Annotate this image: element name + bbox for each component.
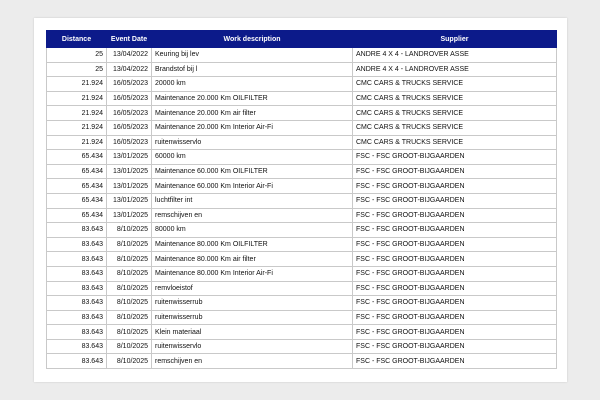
table-row bbox=[47, 310, 557, 325]
work-description-cell: Keuring bij lev bbox=[152, 48, 353, 63]
work-description-cell: ruitenwisservlo bbox=[152, 135, 353, 150]
distance-cell: 65.434 bbox=[47, 193, 107, 208]
event-date-cell: 13/01/2025 bbox=[107, 164, 152, 179]
work-description-cell: ruitenwisservlo bbox=[152, 339, 353, 354]
event-date-cell: 8/10/2025 bbox=[107, 281, 152, 296]
event-date-cell: 13/01/2025 bbox=[107, 150, 152, 165]
event-date-cell: 8/10/2025 bbox=[107, 223, 152, 238]
event-date-cell: 16/05/2023 bbox=[107, 120, 152, 135]
event-date-cell: 8/10/2025 bbox=[107, 296, 152, 311]
table-row bbox=[47, 48, 557, 63]
event-date-cell: 8/10/2025 bbox=[107, 266, 152, 281]
supplier-cell: FSC - FSC GROOT-BIJGAARDEN bbox=[353, 193, 557, 208]
table-row bbox=[47, 223, 557, 238]
work-description-cell: Maintenance 80.000 Km OILFILTER bbox=[152, 237, 353, 252]
header-supplier: Supplier bbox=[353, 31, 557, 48]
distance-cell: 21.924 bbox=[47, 120, 107, 135]
event-date-cell: 8/10/2025 bbox=[107, 237, 152, 252]
supplier-cell: FSC - FSC GROOT-BIJGAARDEN bbox=[353, 150, 557, 165]
distance-cell: 83.643 bbox=[47, 281, 107, 296]
distance-cell: 83.643 bbox=[47, 252, 107, 267]
distance-cell: 83.643 bbox=[47, 325, 107, 340]
work-description-cell: Maintenance 80.000 Km air filter bbox=[152, 252, 353, 267]
distance-cell: 83.643 bbox=[47, 266, 107, 281]
work-description-cell: Maintenance 20.000 Km OILFILTER bbox=[152, 91, 353, 106]
distance-cell: 25 bbox=[47, 48, 107, 63]
distance-cell: 83.643 bbox=[47, 296, 107, 311]
distance-cell: 65.434 bbox=[47, 150, 107, 165]
table-row bbox=[47, 150, 557, 165]
event-date-cell: 13/04/2022 bbox=[107, 62, 152, 77]
header-event-date: Event Date bbox=[107, 31, 152, 48]
distance-cell: 65.434 bbox=[47, 208, 107, 223]
table-row bbox=[47, 77, 557, 92]
table-row bbox=[47, 208, 557, 223]
supplier-cell: ANDRE 4 X 4 - LANDROVER ASSE bbox=[353, 48, 557, 63]
distance-cell: 65.434 bbox=[47, 179, 107, 194]
table-row bbox=[47, 135, 557, 150]
distance-cell: 21.924 bbox=[47, 135, 107, 150]
event-date-cell: 8/10/2025 bbox=[107, 354, 152, 369]
supplier-cell: CMC CARS & TRUCKS SERVICE bbox=[353, 91, 557, 106]
supplier-cell: FSC - FSC GROOT-BIJGAARDEN bbox=[353, 179, 557, 194]
work-description-cell: Brandstof bij l bbox=[152, 62, 353, 77]
distance-cell: 83.643 bbox=[47, 354, 107, 369]
table-row bbox=[47, 193, 557, 208]
table-row bbox=[47, 179, 557, 194]
distance-cell: 21.924 bbox=[47, 106, 107, 121]
supplier-cell: CMC CARS & TRUCKS SERVICE bbox=[353, 120, 557, 135]
header-distance: Distance bbox=[47, 31, 107, 48]
table-row bbox=[47, 266, 557, 281]
table-row bbox=[47, 281, 557, 296]
supplier-cell: FSC - FSC GROOT-BIJGAARDEN bbox=[353, 354, 557, 369]
event-date-cell: 13/04/2022 bbox=[107, 48, 152, 63]
table-row bbox=[47, 91, 557, 106]
work-description-cell: remschijven en bbox=[152, 354, 353, 369]
work-description-cell: Maintenance 20.000 Km air filter bbox=[152, 106, 353, 121]
distance-cell: 65.434 bbox=[47, 164, 107, 179]
work-description-cell: 20000 km bbox=[152, 77, 353, 92]
distance-cell: 25 bbox=[47, 62, 107, 77]
supplier-cell: CMC CARS & TRUCKS SERVICE bbox=[353, 77, 557, 92]
event-date-cell: 8/10/2025 bbox=[107, 325, 152, 340]
table-row bbox=[47, 237, 557, 252]
work-description-cell: Maintenance 60.000 Km OILFILTER bbox=[152, 164, 353, 179]
supplier-cell: FSC - FSC GROOT-BIJGAARDEN bbox=[353, 281, 557, 296]
work-description-cell: ruitenwisserrub bbox=[152, 310, 353, 325]
event-date-cell: 16/05/2023 bbox=[107, 77, 152, 92]
table-row bbox=[47, 325, 557, 340]
event-date-cell: 8/10/2025 bbox=[107, 339, 152, 354]
work-description-cell: luchtfilter int bbox=[152, 193, 353, 208]
supplier-cell: CMC CARS & TRUCKS SERVICE bbox=[353, 135, 557, 150]
work-description-cell: 60000 km bbox=[152, 150, 353, 165]
distance-cell: 83.643 bbox=[47, 339, 107, 354]
supplier-cell: FSC - FSC GROOT-BIJGAARDEN bbox=[353, 237, 557, 252]
table-row bbox=[47, 339, 557, 354]
supplier-cell: FSC - FSC GROOT-BIJGAARDEN bbox=[353, 266, 557, 281]
supplier-cell: FSC - FSC GROOT-BIJGAARDEN bbox=[353, 296, 557, 311]
supplier-cell: CMC CARS & TRUCKS SERVICE bbox=[353, 106, 557, 121]
work-description-cell: ruitenwisserrub bbox=[152, 296, 353, 311]
header-work-description: Work description bbox=[152, 31, 353, 48]
table-body bbox=[47, 48, 557, 369]
supplier-cell: FSC - FSC GROOT-BIJGAARDEN bbox=[353, 208, 557, 223]
maintenance-history-table bbox=[46, 30, 557, 369]
work-description-cell: Maintenance 80.000 Km Interior Air-Fi bbox=[152, 266, 353, 281]
supplier-cell: FSC - FSC GROOT-BIJGAARDEN bbox=[353, 164, 557, 179]
supplier-cell: FSC - FSC GROOT-BIJGAARDEN bbox=[353, 252, 557, 267]
table-row bbox=[47, 120, 557, 135]
document-page bbox=[34, 18, 567, 382]
supplier-cell: FSC - FSC GROOT-BIJGAARDEN bbox=[353, 223, 557, 238]
event-date-cell: 13/01/2025 bbox=[107, 179, 152, 194]
distance-cell: 21.924 bbox=[47, 77, 107, 92]
distance-cell: 21.924 bbox=[47, 91, 107, 106]
work-description-cell: remvloeistof bbox=[152, 281, 353, 296]
table-row bbox=[47, 354, 557, 369]
work-description-cell: Klein materiaal bbox=[152, 325, 353, 340]
supplier-cell: FSC - FSC GROOT-BIJGAARDEN bbox=[353, 310, 557, 325]
distance-cell: 83.643 bbox=[47, 237, 107, 252]
table-row bbox=[47, 62, 557, 77]
table-row bbox=[47, 164, 557, 179]
event-date-cell: 8/10/2025 bbox=[107, 310, 152, 325]
work-description-cell: 80000 km bbox=[152, 223, 353, 238]
event-date-cell: 16/05/2023 bbox=[107, 106, 152, 121]
supplier-cell: ANDRE 4 X 4 - LANDROVER ASSE bbox=[353, 62, 557, 77]
table-row bbox=[47, 296, 557, 311]
event-date-cell: 13/01/2025 bbox=[107, 208, 152, 223]
work-description-cell: remschijven en bbox=[152, 208, 353, 223]
distance-cell: 83.643 bbox=[47, 310, 107, 325]
table-row bbox=[47, 106, 557, 121]
supplier-cell: FSC - FSC GROOT-BIJGAARDEN bbox=[353, 325, 557, 340]
table-header-row bbox=[47, 31, 557, 48]
supplier-cell: FSC - FSC GROOT-BIJGAARDEN bbox=[353, 339, 557, 354]
distance-cell: 83.643 bbox=[47, 223, 107, 238]
event-date-cell: 16/05/2023 bbox=[107, 135, 152, 150]
event-date-cell: 16/05/2023 bbox=[107, 91, 152, 106]
table-row bbox=[47, 252, 557, 267]
event-date-cell: 13/01/2025 bbox=[107, 193, 152, 208]
work-description-cell: Maintenance 60.000 Km Interior Air-Fi bbox=[152, 179, 353, 194]
work-description-cell: Maintenance 20.000 Km Interior Air-Fi bbox=[152, 120, 353, 135]
event-date-cell: 8/10/2025 bbox=[107, 252, 152, 267]
